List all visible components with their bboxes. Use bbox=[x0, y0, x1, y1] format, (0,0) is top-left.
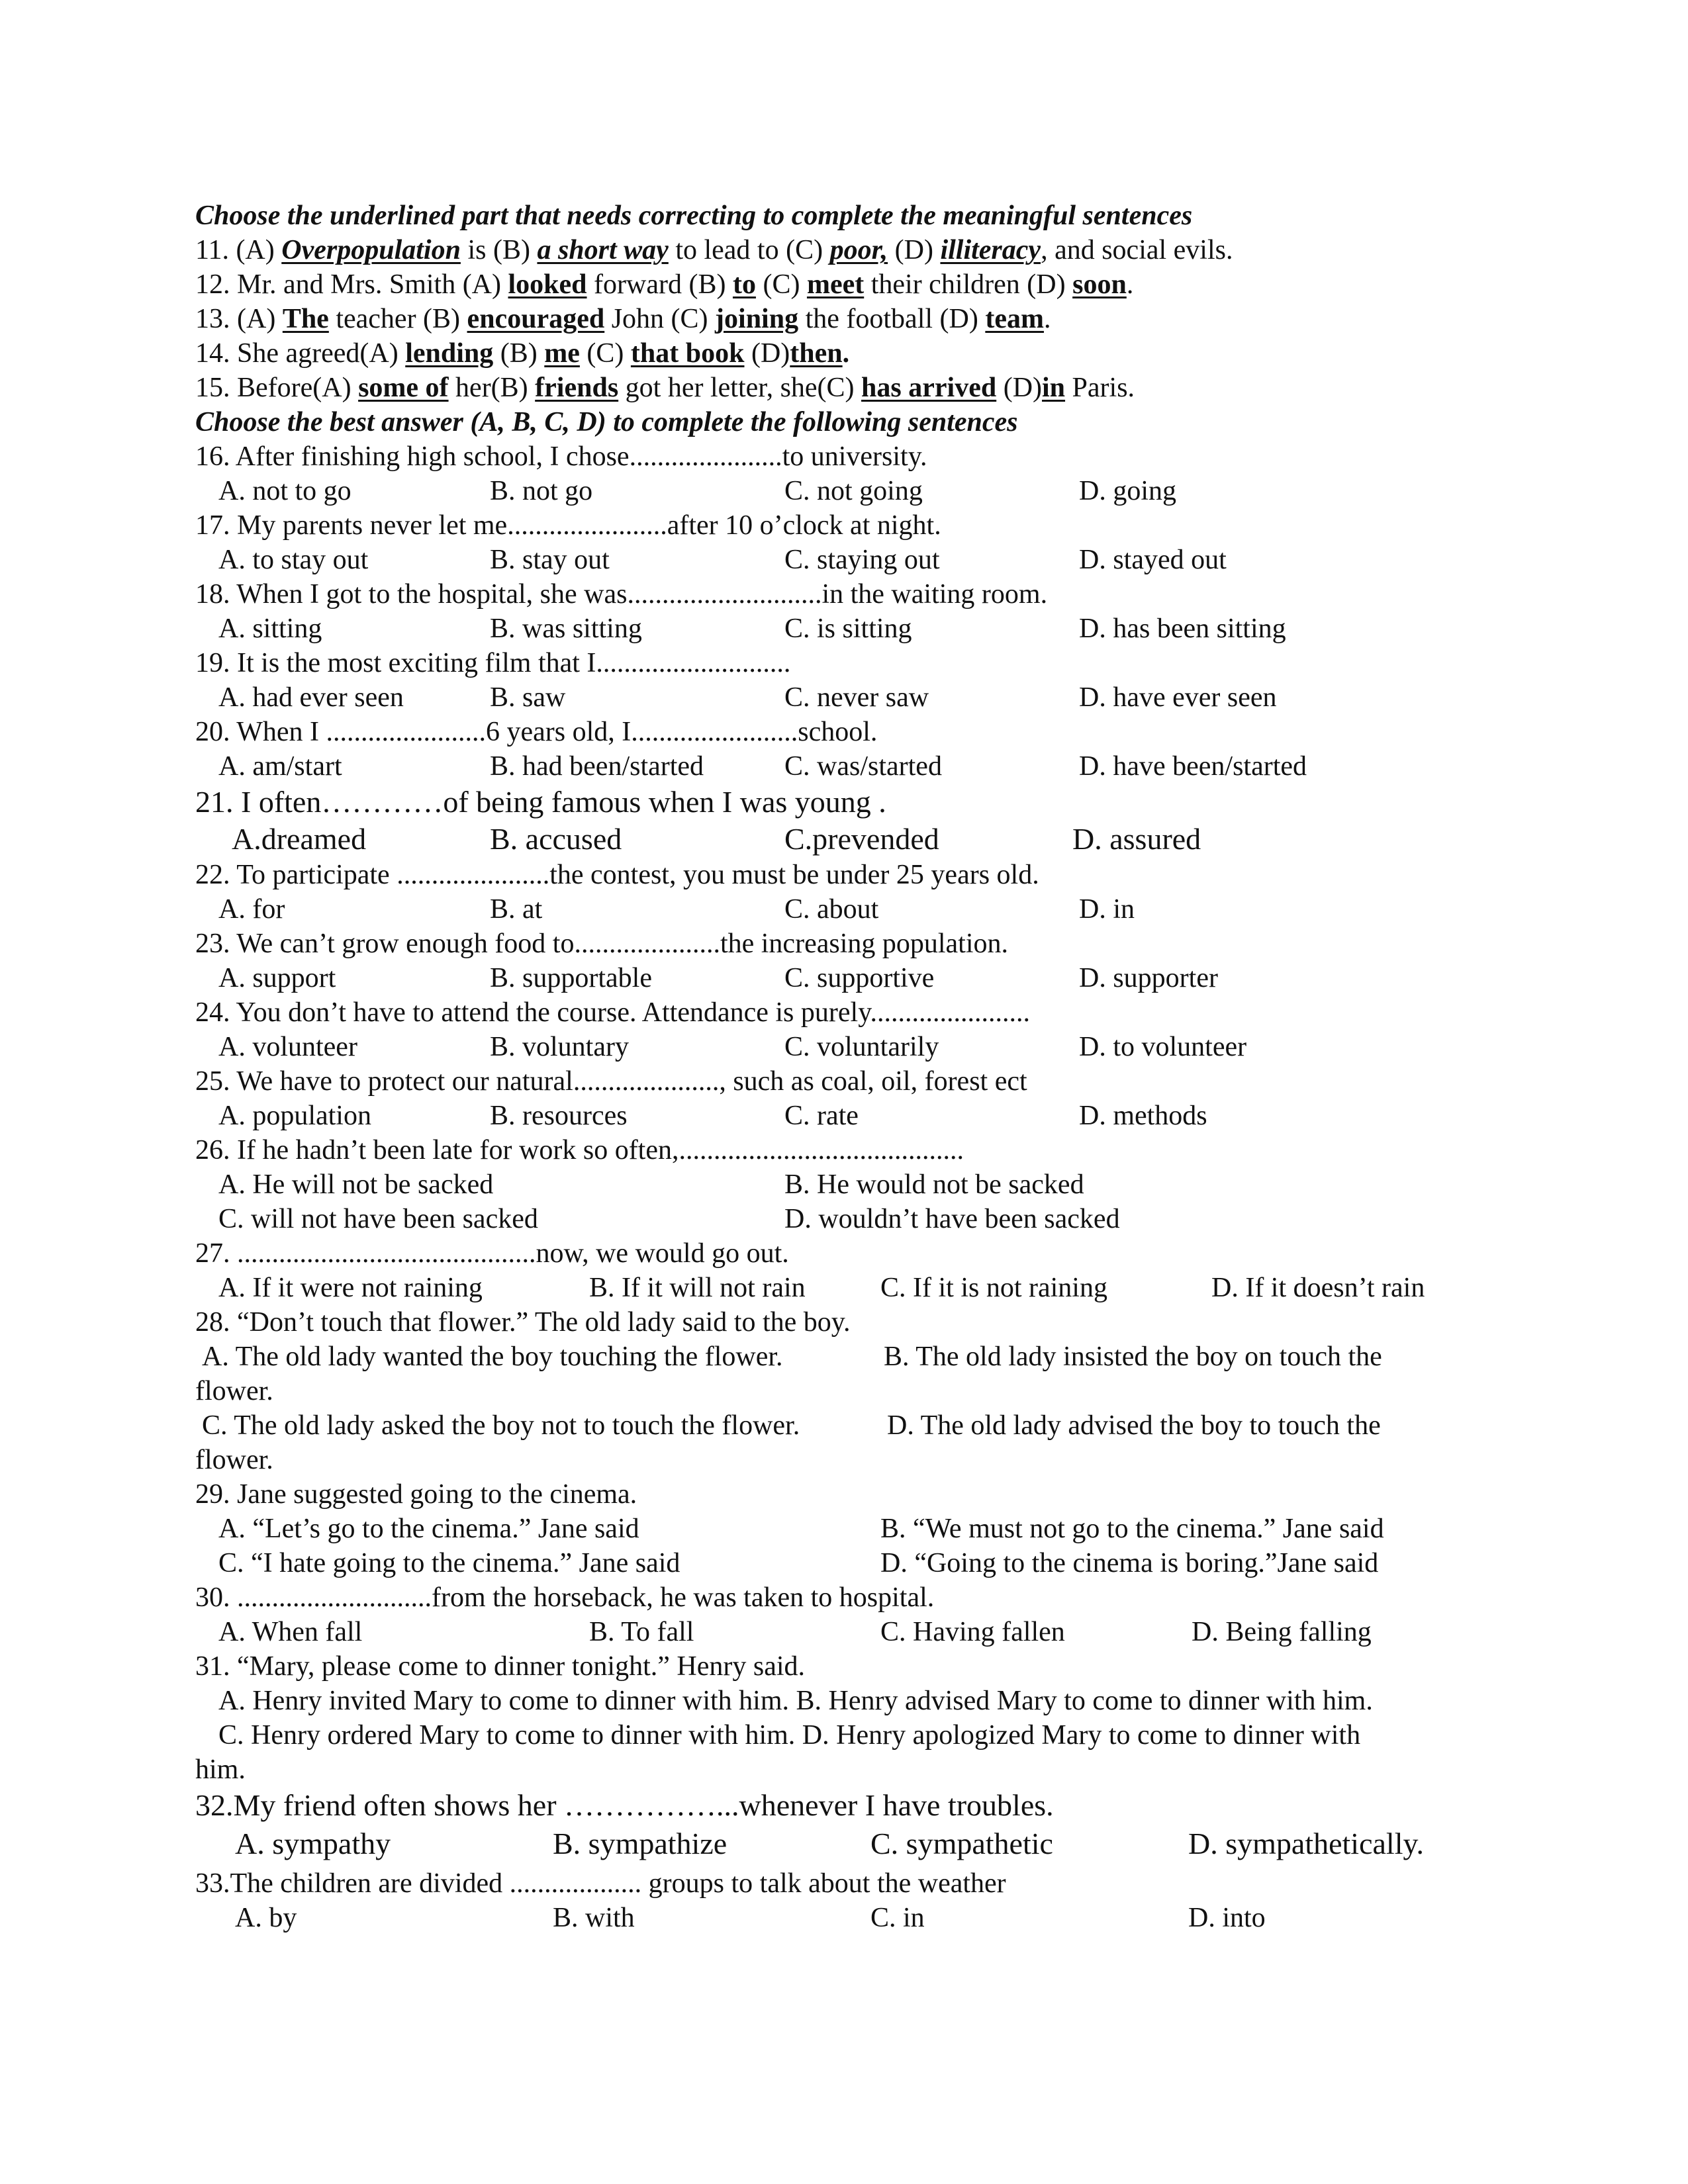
question-28-options-row1 bbox=[0, 1340, 1688, 1374]
option-d[interactable]: D. have been/started bbox=[1079, 751, 1307, 782]
option-a-underlined[interactable]: The bbox=[282, 304, 329, 334]
option-c[interactable]: C. “I hate going to the cinema.” Jane said bbox=[218, 1548, 680, 1578]
option-c[interactable]: C.prevended bbox=[784, 822, 939, 856]
question-21-stem: 21. I often…………of being famous when I was young . bbox=[195, 785, 886, 819]
option-d[interactable]: D. supporter bbox=[1079, 963, 1218, 993]
option-b[interactable]: B. voluntary bbox=[490, 1032, 629, 1062]
question-13: 13. (A) The teacher (B) encouraged John (C) joining the football (D) team. bbox=[195, 304, 1051, 334]
option-c[interactable]: C. was/started bbox=[784, 751, 942, 782]
option-a[interactable]: A. by bbox=[235, 1903, 297, 1933]
option-b[interactable]: B. accused bbox=[490, 822, 622, 856]
option-c[interactable]: C. is sitting bbox=[784, 614, 912, 644]
option-c[interactable]: C. will not have been sacked bbox=[218, 1204, 538, 1234]
option-d[interactable]: D. Being falling bbox=[1192, 1617, 1372, 1647]
question-28-options-row2-wrap bbox=[0, 1443, 1688, 1477]
question-31-options-row2-wrap bbox=[0, 1752, 1688, 1787]
option-b[interactable]: B. was sitting bbox=[490, 614, 642, 644]
question-14: 14. She agreed(A) lending (B) me (C) that book (D)then. bbox=[195, 338, 850, 369]
option-a[interactable]: A. not to go bbox=[218, 476, 352, 506]
option-c-underlined[interactable]: joining bbox=[715, 304, 799, 334]
option-b[interactable]: B. sympathize bbox=[553, 1827, 727, 1860]
question-21-options bbox=[0, 822, 1688, 856]
question-29-options-row2 bbox=[0, 1546, 1688, 1580]
option-d[interactable]: D. stayed out bbox=[1079, 545, 1227, 575]
question-20-stem: 20. When I .......................6 years old, I........................school. bbox=[195, 717, 878, 747]
option-c[interactable]: C. in bbox=[870, 1903, 925, 1933]
option-b[interactable]: B. at bbox=[490, 894, 543, 925]
options-a-b[interactable]: A. Henry invited Mary to come to dinner with him. B. Henry advised Mary to come to dinner with him. bbox=[218, 1686, 1373, 1716]
option-a[interactable]: A. to stay out bbox=[218, 545, 369, 575]
question-32-options bbox=[0, 1827, 1688, 1861]
option-d-continued: him. bbox=[195, 1754, 246, 1785]
option-c[interactable]: C. staying out bbox=[784, 545, 940, 575]
option-d[interactable]: D. have ever seen bbox=[1079, 682, 1277, 713]
question-20-options bbox=[0, 749, 1688, 784]
option-a[interactable]: A. If it were not raining bbox=[218, 1273, 483, 1303]
option-a[interactable]: A. volunteer bbox=[218, 1032, 357, 1062]
question-25-stem: 25. We have to protect our natural....................., such as coal, oil, forest ect bbox=[195, 1066, 1027, 1097]
option-a[interactable]: A. sitting bbox=[218, 614, 322, 644]
options-c-d[interactable]: C. Henry ordered Mary to come to dinner with him. D. Henry apologized Mary to come to dinner with bbox=[218, 1720, 1361, 1751]
section2-heading: Choose the best answer (A, B, C, D) to complete the following sentences bbox=[195, 407, 1018, 437]
option-a[interactable]: A. When fall bbox=[218, 1617, 363, 1647]
option-b-underlined[interactable]: friends bbox=[535, 373, 619, 403]
question-17-stem: 17. My parents never let me.......................after 10 o’clock at night. bbox=[195, 510, 941, 541]
question-25-options bbox=[0, 1099, 1688, 1133]
option-b[interactable]: B. saw bbox=[490, 682, 566, 713]
option-b-underlined[interactable]: me bbox=[544, 338, 580, 369]
option-d[interactable]: D. to volunteer bbox=[1079, 1032, 1247, 1062]
question-23-options bbox=[0, 961, 1688, 995]
question-31-options-row2 bbox=[0, 1718, 1688, 1752]
question-29-stem: 29. Jane suggested going to the cinema. bbox=[195, 1479, 637, 1510]
question-16-options bbox=[0, 474, 1688, 508]
option-c[interactable]: C. The old lady asked the boy not to touch the flower. bbox=[202, 1410, 800, 1441]
option-b[interactable]: B. He would not be sacked bbox=[784, 1169, 1084, 1200]
option-c[interactable]: C. Having fallen bbox=[880, 1617, 1065, 1647]
question-17-options bbox=[0, 543, 1688, 577]
question-29-options-row1 bbox=[0, 1512, 1688, 1546]
option-a[interactable]: A. The old lady wanted the boy touching the flower. bbox=[202, 1342, 783, 1372]
question-12: 12. Mr. and Mrs. Smith (A) looked forward (B) to (C) meet their children (D) soon. bbox=[195, 269, 1134, 300]
option-b[interactable]: B. supportable bbox=[490, 963, 652, 993]
option-a[interactable]: A. population bbox=[218, 1101, 371, 1131]
question-30-stem: 30. ............................from the horseback, he was taken to hospital. bbox=[195, 1582, 935, 1613]
question-19-stem: 19. It is the most exciting film that I............................ bbox=[195, 648, 791, 678]
option-c[interactable]: C. voluntarily bbox=[784, 1032, 939, 1062]
option-a-underlined[interactable]: looked bbox=[508, 269, 587, 300]
option-d-underlined[interactable]: then bbox=[790, 338, 843, 369]
option-a-underlined[interactable]: Overpopulation bbox=[281, 235, 461, 265]
option-b[interactable]: B. “We must not go to the cinema.” Jane said bbox=[880, 1514, 1384, 1544]
question-24-options bbox=[0, 1030, 1688, 1064]
option-d-underlined[interactable]: in bbox=[1042, 373, 1066, 403]
option-a[interactable]: A. had ever seen bbox=[218, 682, 404, 713]
option-a[interactable]: A. support bbox=[218, 963, 336, 993]
option-d[interactable]: D. The old lady advised the boy to touch the bbox=[887, 1410, 1381, 1441]
question-23-stem: 23. We can’t grow enough food to.....................the increasing population. bbox=[195, 929, 1009, 959]
option-d-underlined[interactable]: soon bbox=[1072, 269, 1127, 300]
option-c-underlined[interactable]: poor, bbox=[829, 235, 888, 265]
question-28-options-row1-wrap bbox=[0, 1374, 1688, 1408]
option-b[interactable]: B. stay out bbox=[490, 545, 610, 575]
question-22-options bbox=[0, 892, 1688, 927]
question-27-options bbox=[0, 1271, 1688, 1305]
question-26-options-row1 bbox=[0, 1167, 1688, 1202]
question-28-stem: 28. “Don’t touch that flower.” The old lady said to the boy. bbox=[195, 1307, 851, 1338]
option-c[interactable]: C. about bbox=[784, 894, 879, 925]
question-28-options-row2 bbox=[0, 1408, 1688, 1443]
question-18-stem: 18. When I got to the hospital, she was............................in the waiting room. bbox=[195, 579, 1048, 610]
option-b[interactable]: B. To fall bbox=[589, 1617, 694, 1647]
question-31-stem: 31. “Mary, please come to dinner tonight.” Henry said. bbox=[195, 1651, 806, 1682]
option-d[interactable]: D. in bbox=[1079, 894, 1135, 925]
option-c[interactable]: C. If it is not raining bbox=[880, 1273, 1107, 1303]
question-31-options-row1 bbox=[0, 1684, 1688, 1718]
option-d[interactable]: D. has been sitting bbox=[1079, 614, 1286, 644]
option-d-continued: flower. bbox=[195, 1445, 273, 1475]
option-a[interactable]: A. am/start bbox=[218, 751, 342, 782]
question-22-stem: 22. To participate ......................the contest, you must be under 25 years old. bbox=[195, 860, 1039, 890]
question-33-stem: 33.The children are divided ................... groups to talk about the weather bbox=[195, 1868, 1006, 1899]
option-d[interactable]: D. “Going to the cinema is boring.”Jane said bbox=[880, 1548, 1379, 1578]
option-a-underlined[interactable]: lending bbox=[405, 338, 494, 369]
option-d[interactable]: D. going bbox=[1079, 476, 1176, 506]
option-b-underlined[interactable]: a short way bbox=[537, 235, 669, 265]
option-b-underlined[interactable]: to bbox=[732, 269, 756, 300]
option-b-underlined[interactable]: encouraged bbox=[467, 304, 605, 334]
option-c-underlined[interactable]: meet bbox=[806, 269, 865, 300]
option-b[interactable]: B. If it will not rain bbox=[589, 1273, 806, 1303]
option-d-underlined[interactable]: illiteracy bbox=[940, 235, 1041, 265]
section1-heading: Choose the underlined part that needs correcting to complete the meaningful sentences bbox=[195, 201, 1193, 231]
option-a-underlined[interactable]: some of bbox=[358, 373, 449, 403]
option-b[interactable]: B. not go bbox=[490, 476, 593, 506]
question-30-options bbox=[0, 1615, 1688, 1649]
question-33-options bbox=[0, 1901, 1688, 1935]
option-d[interactable]: D. methods bbox=[1079, 1101, 1207, 1131]
question-26-options-row2 bbox=[0, 1202, 1688, 1236]
question-27-stem: 27. ...........................................now, we would go out. bbox=[195, 1238, 789, 1269]
option-d[interactable]: D. into bbox=[1188, 1903, 1266, 1933]
option-c[interactable]: C. rate bbox=[784, 1101, 859, 1131]
option-a[interactable]: A. sympathy bbox=[235, 1827, 391, 1860]
option-b[interactable]: B. had been/started bbox=[490, 751, 704, 782]
option-d[interactable]: D. If it doesn’t rain bbox=[1211, 1273, 1425, 1303]
option-b[interactable]: B. The old lady insisted the boy on touch the bbox=[884, 1342, 1382, 1372]
question-19-options bbox=[0, 680, 1688, 715]
option-d[interactable]: D. sympathetically. bbox=[1188, 1827, 1424, 1860]
option-a[interactable]: A. for bbox=[218, 894, 285, 925]
question-16-stem: 16. After finishing high school, I chose......................to university. bbox=[195, 441, 927, 472]
option-c[interactable]: C. supportive bbox=[784, 963, 935, 993]
option-d[interactable]: D. wouldn’t have been sacked bbox=[784, 1204, 1120, 1234]
question-18-options bbox=[0, 612, 1688, 646]
question-26-stem: 26. If he hadn’t been late for work so often,......................................... bbox=[195, 1135, 964, 1165]
option-a[interactable]: A. “Let’s go to the cinema.” Jane said bbox=[218, 1514, 639, 1544]
question-24-stem: 24. You don’t have to attend the course. Attendance is purely....................... bbox=[195, 997, 1030, 1028]
option-c[interactable]: C. sympathetic bbox=[870, 1827, 1053, 1860]
question-32-stem: 32.My friend often shows her ……………...whenever I have troubles. bbox=[195, 1788, 1054, 1822]
option-d-underlined[interactable]: team bbox=[985, 304, 1044, 334]
option-b[interactable]: B. with bbox=[553, 1903, 635, 1933]
option-c[interactable]: C. never saw bbox=[784, 682, 929, 713]
option-d[interactable]: D. assured bbox=[1072, 822, 1201, 856]
option-b[interactable]: B. resources bbox=[490, 1101, 628, 1131]
question-11: 11. (A) Overpopulation is (B) a short way to lead to (C) poor, (D) illiteracy, and social evils. bbox=[195, 235, 1233, 265]
option-c-underlined[interactable]: has arrived bbox=[861, 373, 997, 403]
option-c[interactable]: C. not going bbox=[784, 476, 923, 506]
question-15: 15. Before(A) some of her(B) friends got her letter, she(C) has arrived (D)in Paris. bbox=[195, 373, 1135, 403]
option-a[interactable]: A. He will not be sacked bbox=[218, 1169, 494, 1200]
option-c-underlined[interactable]: that book bbox=[630, 338, 745, 369]
option-a[interactable]: A.dreamed bbox=[232, 822, 367, 856]
option-b-continued: flower. bbox=[195, 1376, 273, 1406]
